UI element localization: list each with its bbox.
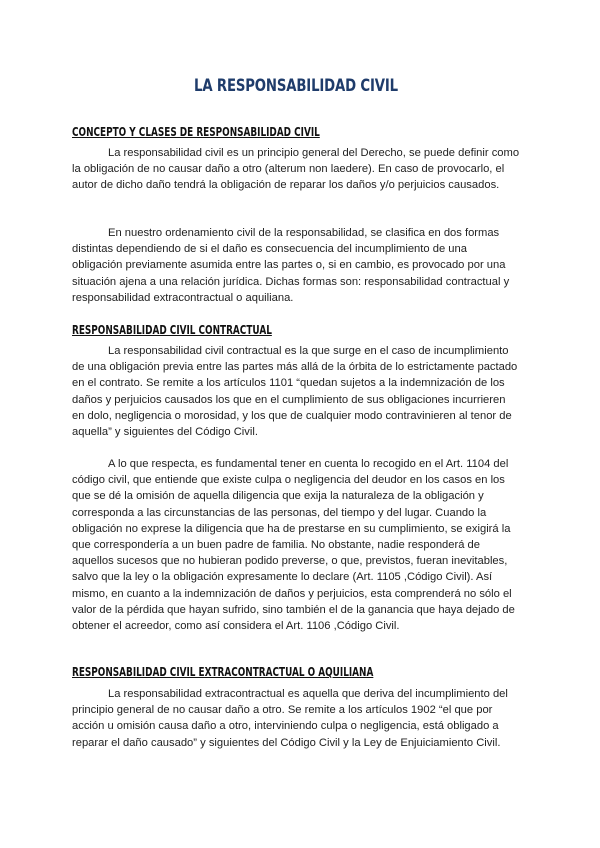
document-title: LA RESPONSABILIDAD CIVIL [194,76,398,96]
section-heading-extracontractual: RESPONSABILIDAD CIVIL EXTRACONTRACTUAL O AQUILIANA [72,665,374,679]
section-heading-concepto: CONCEPTO Y CLASES DE RESPONSABILIDAD CIVIL [72,125,320,139]
paragraph: En nuestro ordenamiento civil de la responsabilidad, se clasifica en dos formas distintas dependiendo de si el daño es consecuencia del incumplimiento de una obligación previamente asumida entre las partes o, si en cambio, es provocado por una situación ajena a una relación jurídica. Dichas formas son: responsabilidad contractual y responsabilidad extracontractual o aquiliana. [72,227,510,304]
paragraph: La responsabilidad extracontractual es aquella que deriva del incumplimiento del principio general de no causar daño a otro. Se remite a los artículos 1902 “el que por acción u omisión causa daño a otro, interviniendo culpa o negligencia, está obligado a reparar el daño causado” y siguientes del Código Civil y la Ley de Enjuiciamiento Civil. [72,688,508,749]
paragraph: La responsabilidad civil es un principio general del Derecho, se puede definir como la obligación de no causar daño a otro (alterum non laedere). En caso de provocarlo, el autor de dicho daño tendrá la obligación de reparar los daños y/o perjuicios causados. [72,147,520,192]
section-heading-contractual: RESPONSABILIDAD CIVIL CONTRACTUAL [72,323,272,337]
paragraph: La responsabilidad civil contractual es la que surge en el caso de incumplimiento de una obligación previa entre las partes más allá de la órbita de lo estrictamente pactado en el contrato. Se remite a los artículos 1101 “quedan sujetos a la indemnización de los daños y perjuicios causados los que en el cumplimiento de sus obligaciones incurrieren en dolo, negligencia o morosidad, y los que de cualquier modo contravinieren al tenor de aquella” y siguientes del Código Civil. [72,345,518,439]
paragraph: A lo que respecta, es fundamental tener en cuenta lo recogido en el Art. 1104 del código civil, que entiende que existe culpa o negligencia del deudor en los casos en los que se dé la omisión de aquella diligencia que exija la naturaleza de la obligación y corresponda a las circunstancias de las personas, del tiempo y del lugar. Cuando la obligación no exprese la diligencia que ha de prestarse en su cumplimiento, se exigirá la que correspondería a un buen padre de familia. No obstante, nadie responderá de aquellos sucesos que no hubieran podido preverse, o que, previstos, fueran inevitables, salvo que la ley o la obligación expresamente lo declare (Art. 1105 ,Código Civil). Así mismo, en cuanto a la indemnización de daños y perjuicios, esta comprenderá no sólo el valor de la pérdida que hayan sufrido, sino también el de la ganancia que haya dejado de obtener el acreedor, como así considera el Art. 1106 ,Código Civil. [72,458,515,633]
